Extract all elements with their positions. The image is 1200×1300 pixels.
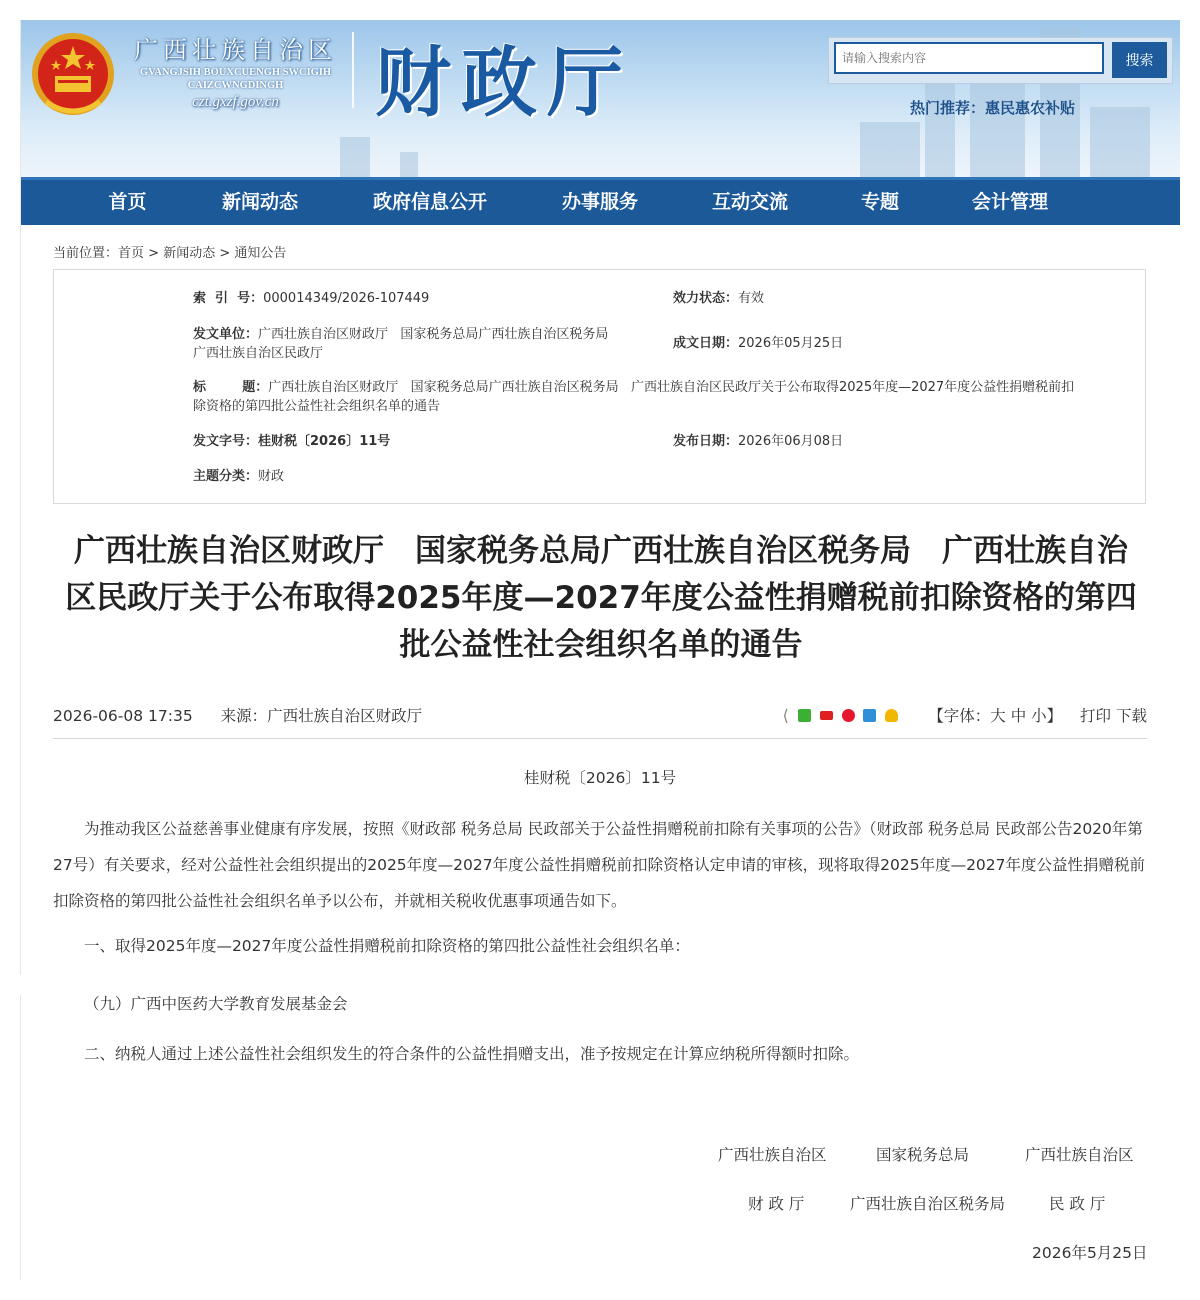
skyline-building xyxy=(860,122,920,177)
article-meta-bar xyxy=(53,702,1147,739)
topic-category xyxy=(193,467,284,486)
paragraph-intro: 为推动我区公益慈善事业健康有序发展，按照《财政部 税务总局 民政部关于公益性捐赠税前扣除有关事项的公告》（财政部 税务总局 民政部公告2020年第27号）有关要求，经对公益性社会组织提出的2025年度—2027年度公益性捐赠税前扣除资格认定申请的审核，现将取得2025年度—2027年度公益性捐赠税前扣除资格的第四批公益性社会组织名单予以公布，并就相关税收优惠事项通告如下。 xyxy=(53,820,1146,910)
list-item-nine: （九）广西中医药大学教育发展基金会 xyxy=(84,995,348,1013)
breadcrumb-item-notice[interactable]: 通知公告 xyxy=(234,246,287,261)
print-button[interactable]: 打印 xyxy=(1080,707,1112,725)
skyline-building xyxy=(340,137,370,177)
site-url: czt.gxzf.gov.cn xyxy=(192,94,279,110)
hot-recommend-link[interactable]: 惠民惠农补贴 xyxy=(985,99,1076,117)
article-title xyxy=(53,528,1149,669)
paragraph-list-heading: 一、取得2025年度—2027年度公益性捐赠税前扣除资格的第四批公益性社会组织名单： xyxy=(84,937,690,955)
validity-status-value: 有效 xyxy=(738,291,765,306)
nav-item-services[interactable]: 办事服务 xyxy=(561,191,638,213)
signature-gxzf-civil-1: 广西壮族自治区 xyxy=(1025,1146,1134,1164)
share-icon[interactable]: ⟨ xyxy=(782,706,789,725)
article-source: 来源：广西壮族自治区财政厅 xyxy=(220,707,423,725)
nav-item-interaction[interactable]: 互动交流 xyxy=(711,191,788,213)
search-input[interactable] xyxy=(834,42,1104,74)
issuing-unit-value-1: 广西壮族自治区财政厅 国家税务总局广西壮族自治区税务局 xyxy=(258,327,609,342)
paragraph-deduction: 二、纳税人通过上述公益性社会组织发生的符合条件的公益性捐赠支出，准予按规定在计算应纳税所得额时扣除。 xyxy=(84,1045,860,1063)
department-title: 财政厅 xyxy=(375,38,633,127)
issuing-unit-value-2: 广西壮族自治区民政厅 xyxy=(193,346,324,361)
nav-item-accounting[interactable]: 会计管理 xyxy=(971,191,1048,213)
doc-number-label: 发文字号： xyxy=(193,434,259,449)
breadcrumb-prefix: 当前位置： xyxy=(53,246,119,261)
breadcrumb-item-home[interactable]: 首页 xyxy=(118,246,145,261)
main-nav xyxy=(20,177,1180,225)
issuing-unit-label: 发文单位： xyxy=(193,327,259,342)
doc-title-label: 标 题： xyxy=(193,380,269,395)
validity-status xyxy=(673,289,764,308)
article-datetime: 2026-06-08 17:35 xyxy=(53,707,193,725)
nav-item-home[interactable]: 首页 xyxy=(108,191,147,213)
written-date-value: 2026年05月25日 xyxy=(738,336,844,351)
signature-date: 2026年5月25日 xyxy=(1032,1244,1148,1262)
article-meta-left xyxy=(53,704,422,726)
weibo-icon[interactable] xyxy=(842,709,855,722)
doc-title-value-1: 广西壮族自治区财政厅 国家税务总局广西壮族自治区税务局 广西壮族自治区民政厅关于公布取得2025年度—2027年度公益性捐赠税前扣 xyxy=(268,380,1075,395)
breadcrumb-separator: > xyxy=(215,246,235,261)
brand-zhuang-line-2: CAIZCWNGDINGH xyxy=(187,80,284,91)
written-date xyxy=(673,334,843,353)
topic-category-label: 主题分类： xyxy=(193,469,259,484)
search-button[interactable]: 搜索 xyxy=(1112,42,1167,78)
doc-number xyxy=(193,432,390,451)
hot-recommend-label: 热门推荐： xyxy=(910,99,986,117)
signature-gxzf-finance-1: 广西壮族自治区 xyxy=(718,1146,827,1164)
publish-date xyxy=(673,432,843,451)
skyline-building xyxy=(1090,107,1150,177)
index-number-value: 000014349/2026-107449 xyxy=(263,291,430,306)
index-number-label: 索 引 号： xyxy=(193,291,264,306)
doc-title-value-2: 除资格的第四批公益性社会组织名单的通告 xyxy=(193,399,441,414)
article-tools xyxy=(782,704,1147,726)
brand-block xyxy=(128,30,343,111)
index-number xyxy=(193,289,429,308)
doc-title-field xyxy=(193,378,1143,416)
skyline-building xyxy=(400,152,418,177)
header-banner xyxy=(20,20,1180,177)
article-title-line: 批公益性社会组织名单的通告 xyxy=(399,627,803,663)
download-button[interactable]: 下载 xyxy=(1115,707,1147,725)
qzone-icon[interactable] xyxy=(863,709,876,722)
article-title-line: 广西壮族自治区财政厅 国家税务总局广西壮族自治区税务局 广西壮族自治 xyxy=(74,533,1128,569)
document-number: 桂财税〔2026〕11号 xyxy=(523,769,677,787)
page xyxy=(20,20,1180,1280)
signature-tax-bureau: 广西壮族自治区税务局 xyxy=(850,1195,1006,1213)
signature-finance-dept: 财 政 厅 xyxy=(748,1195,805,1213)
national-emblem-icon xyxy=(30,30,116,120)
search-box xyxy=(828,37,1173,84)
nav-item-news[interactable]: 新闻动态 xyxy=(221,191,298,213)
written-date-label: 成文日期： xyxy=(673,336,739,351)
qq-icon[interactable] xyxy=(885,709,898,722)
page-left-edge xyxy=(20,20,21,975)
brand-zhuang-line-1: GVANGJSIH BOUXCUENGH SWCIGIH xyxy=(139,67,332,78)
breadcrumb-separator: > xyxy=(144,246,164,261)
signature-civil-dept: 民 政 厅 xyxy=(1049,1195,1106,1213)
validity-status-label: 效力状态： xyxy=(673,291,739,306)
brand-chinese: 广西壮族自治区 xyxy=(134,36,337,64)
hot-recommend xyxy=(910,97,1075,118)
nav-item-gov-info[interactable]: 政府信息公开 xyxy=(372,191,487,213)
page-left-edge xyxy=(20,995,21,1280)
topic-category-value: 财政 xyxy=(258,469,285,484)
header-divider xyxy=(352,32,354,108)
doc-number-value: 桂财税〔2026〕11号 xyxy=(258,434,391,449)
issuing-unit xyxy=(193,325,663,363)
email-icon[interactable] xyxy=(820,711,833,720)
nav-item-topics[interactable]: 专题 xyxy=(860,191,899,213)
publish-date-value: 2026年06月08日 xyxy=(738,434,844,449)
breadcrumb-item-news[interactable]: 新闻动态 xyxy=(163,246,216,261)
document-info-box xyxy=(53,269,1146,504)
font-size-control[interactable]: 【字体：大 中 小】 xyxy=(928,707,1063,725)
wechat-icon[interactable] xyxy=(798,709,811,722)
signature-tax-1: 国家税务总局 xyxy=(876,1146,970,1164)
publish-date-label: 发布日期： xyxy=(673,434,739,449)
breadcrumb xyxy=(53,242,286,261)
article-title-line: 区民政厅关于公布取得2025年度—2027年度公益性捐赠税前扣除资格的第四 xyxy=(65,580,1137,616)
